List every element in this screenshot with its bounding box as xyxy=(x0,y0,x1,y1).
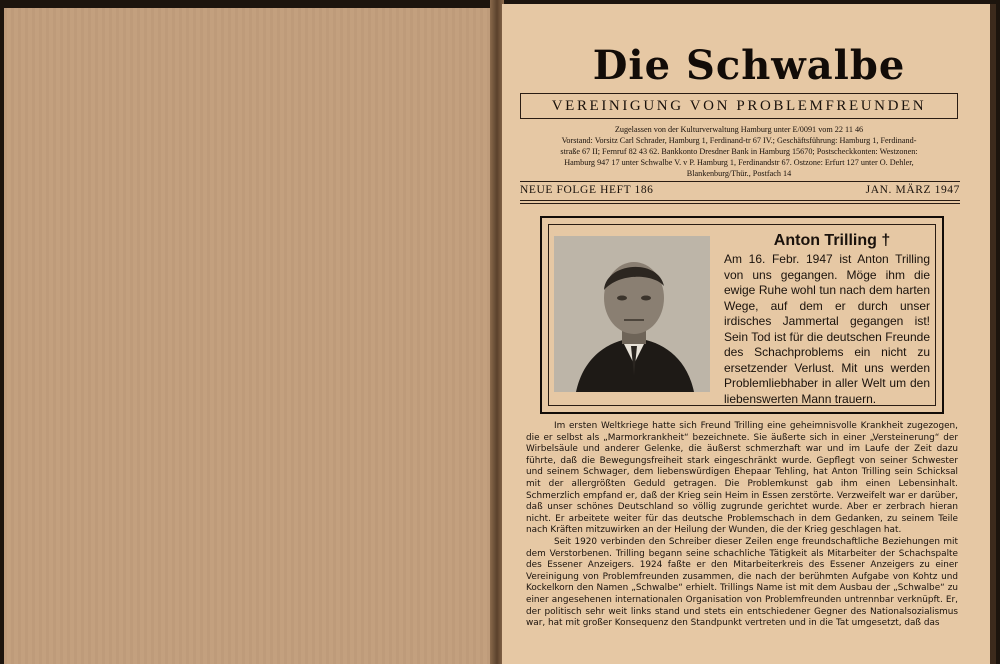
portrait-illustration xyxy=(554,236,710,392)
masthead-title: Die Schwalbe xyxy=(592,42,906,89)
note-line: Vorstand: Vorsitz Carl Schrader, Hamburg 1, Ferdinand-tr 67 IV.; Geschäftsführung: Hamburg 1, Ferdinand- xyxy=(561,136,917,145)
masthead-subtitle: VEREINIGUNG VON PROBLEMFREUNDEN xyxy=(520,93,958,119)
note-line: Blankenburg/Thür., Postfach 14 xyxy=(686,169,792,178)
obituary-name: Anton Trilling † xyxy=(773,232,891,249)
blank-left-page xyxy=(4,8,494,664)
article-paragraph: Seit 1920 verbinden den Schreiber dieser Zeilen enge freundschaftliche Beziehungen mit dem Verstorbenen. Trilling begann seine schachliche Tätigkeit als Mitarbeiter der Schachspalte des Essener Anzeigers. 1924 faßte er den Mitarbeiterkreis des Essener Anzeigers zu einer Vereinigung von Problemfreunden zusammen, die nach der berühmten Aufgabe von Kohtz und Kockelkorn den Namen „Schwalbe“ erhielt. Trillings Name ist mit dem Ausbau der „Schwalbe“ zu einer angesehenen internationalen Organisation von Problemfreunden untrennbar verknüpft. Er, der politisch sehr weit links stand und stets ein entschiedener Gegner des Nationalsozialismus war, hat mit großer Konsequenz den Standpunkt vertreten und in die Tat umgesetzt, daß das xyxy=(526,536,958,629)
divider xyxy=(520,181,960,182)
obituary-text: Am 16. Febr. 1947 ist Anton Trilling von uns gegangen. Möge ihm die ewige Ruhe wohl tun nach dem harten Wege, auf dem er durch unser irdisches Jammertal gegangen ist! Sein Tod ist für die deutschen Freunde des Schachproblems ein nicht zu ersetzender Verlust. Mit uns werden Problemliebhaber in aller Welt um den liebenswerten Mann trauern. xyxy=(724,252,930,406)
note-line: straße 67 II; Fernruf 82 43 62. Bankkonto Dresdner Bank in Hamburg 15670; Postscheckkonten: Westzonen: xyxy=(560,147,918,156)
note-line: Hamburg 947 17 unter Schwalbe V. v P. Hamburg 1, Ferdinandstr 67. Ostzone: Erfurt 127 unter O. Dehler, xyxy=(564,158,914,167)
divider xyxy=(520,200,960,201)
issue-date: JAN. MÄRZ 1947 xyxy=(865,184,960,196)
note-line: Zugelassen von der Kulturverwaltung Hamburg unter E/0091 vom 22 11 46 xyxy=(614,125,864,134)
article-body xyxy=(526,421,958,630)
right-page xyxy=(502,4,996,664)
portrait-photo xyxy=(554,236,710,392)
issue-series: NEUE FOLGE HEFT 186 xyxy=(520,184,654,196)
divider xyxy=(520,203,960,204)
issue-line xyxy=(520,184,960,196)
page-edge xyxy=(990,4,996,664)
article-paragraph: Im ersten Weltkriege hatte sich Freund Trilling eine geheimnisvolle Krankheit zugezogen, die er selbst als „Marmorkrankheit“ bezeichnete. Sie äußerte sich in einer „Versteinerung“ der Wirbelsäule und anderer Gelenke, die äußerst schmerzhaft war und im Laufe der Zeit dazu führte, daß die Bewegungsfreiheit stark eingeschränkt wurde. Gepflegt von seiner Schwester und seinem Schwager, dem liebenswürdigen Ehepaar Tehling, hat Anton Trilling sein Schicksal mit der allergrößten Geduld getragen. Die Problemkunst gab ihm einen Lebensinhalt. Schmerzlich empfand er, daß der Krieg sein Heim in Essen zerstörte. Verzweifelt war er darüber, daß unser schönes Deutschland so völlig zugrunde gerichtet wurde. Aber er zerbrach hieran nicht. Er arbeitete weiter für das deutsche Problemschach in dem Gedanken, zu seinem Teile nach Kräften mitzuwirken an der Heilung der Wunden, die der Krieg geschlagen hat. xyxy=(526,421,958,536)
obituary-box xyxy=(540,216,944,414)
publication-notes xyxy=(516,124,962,179)
